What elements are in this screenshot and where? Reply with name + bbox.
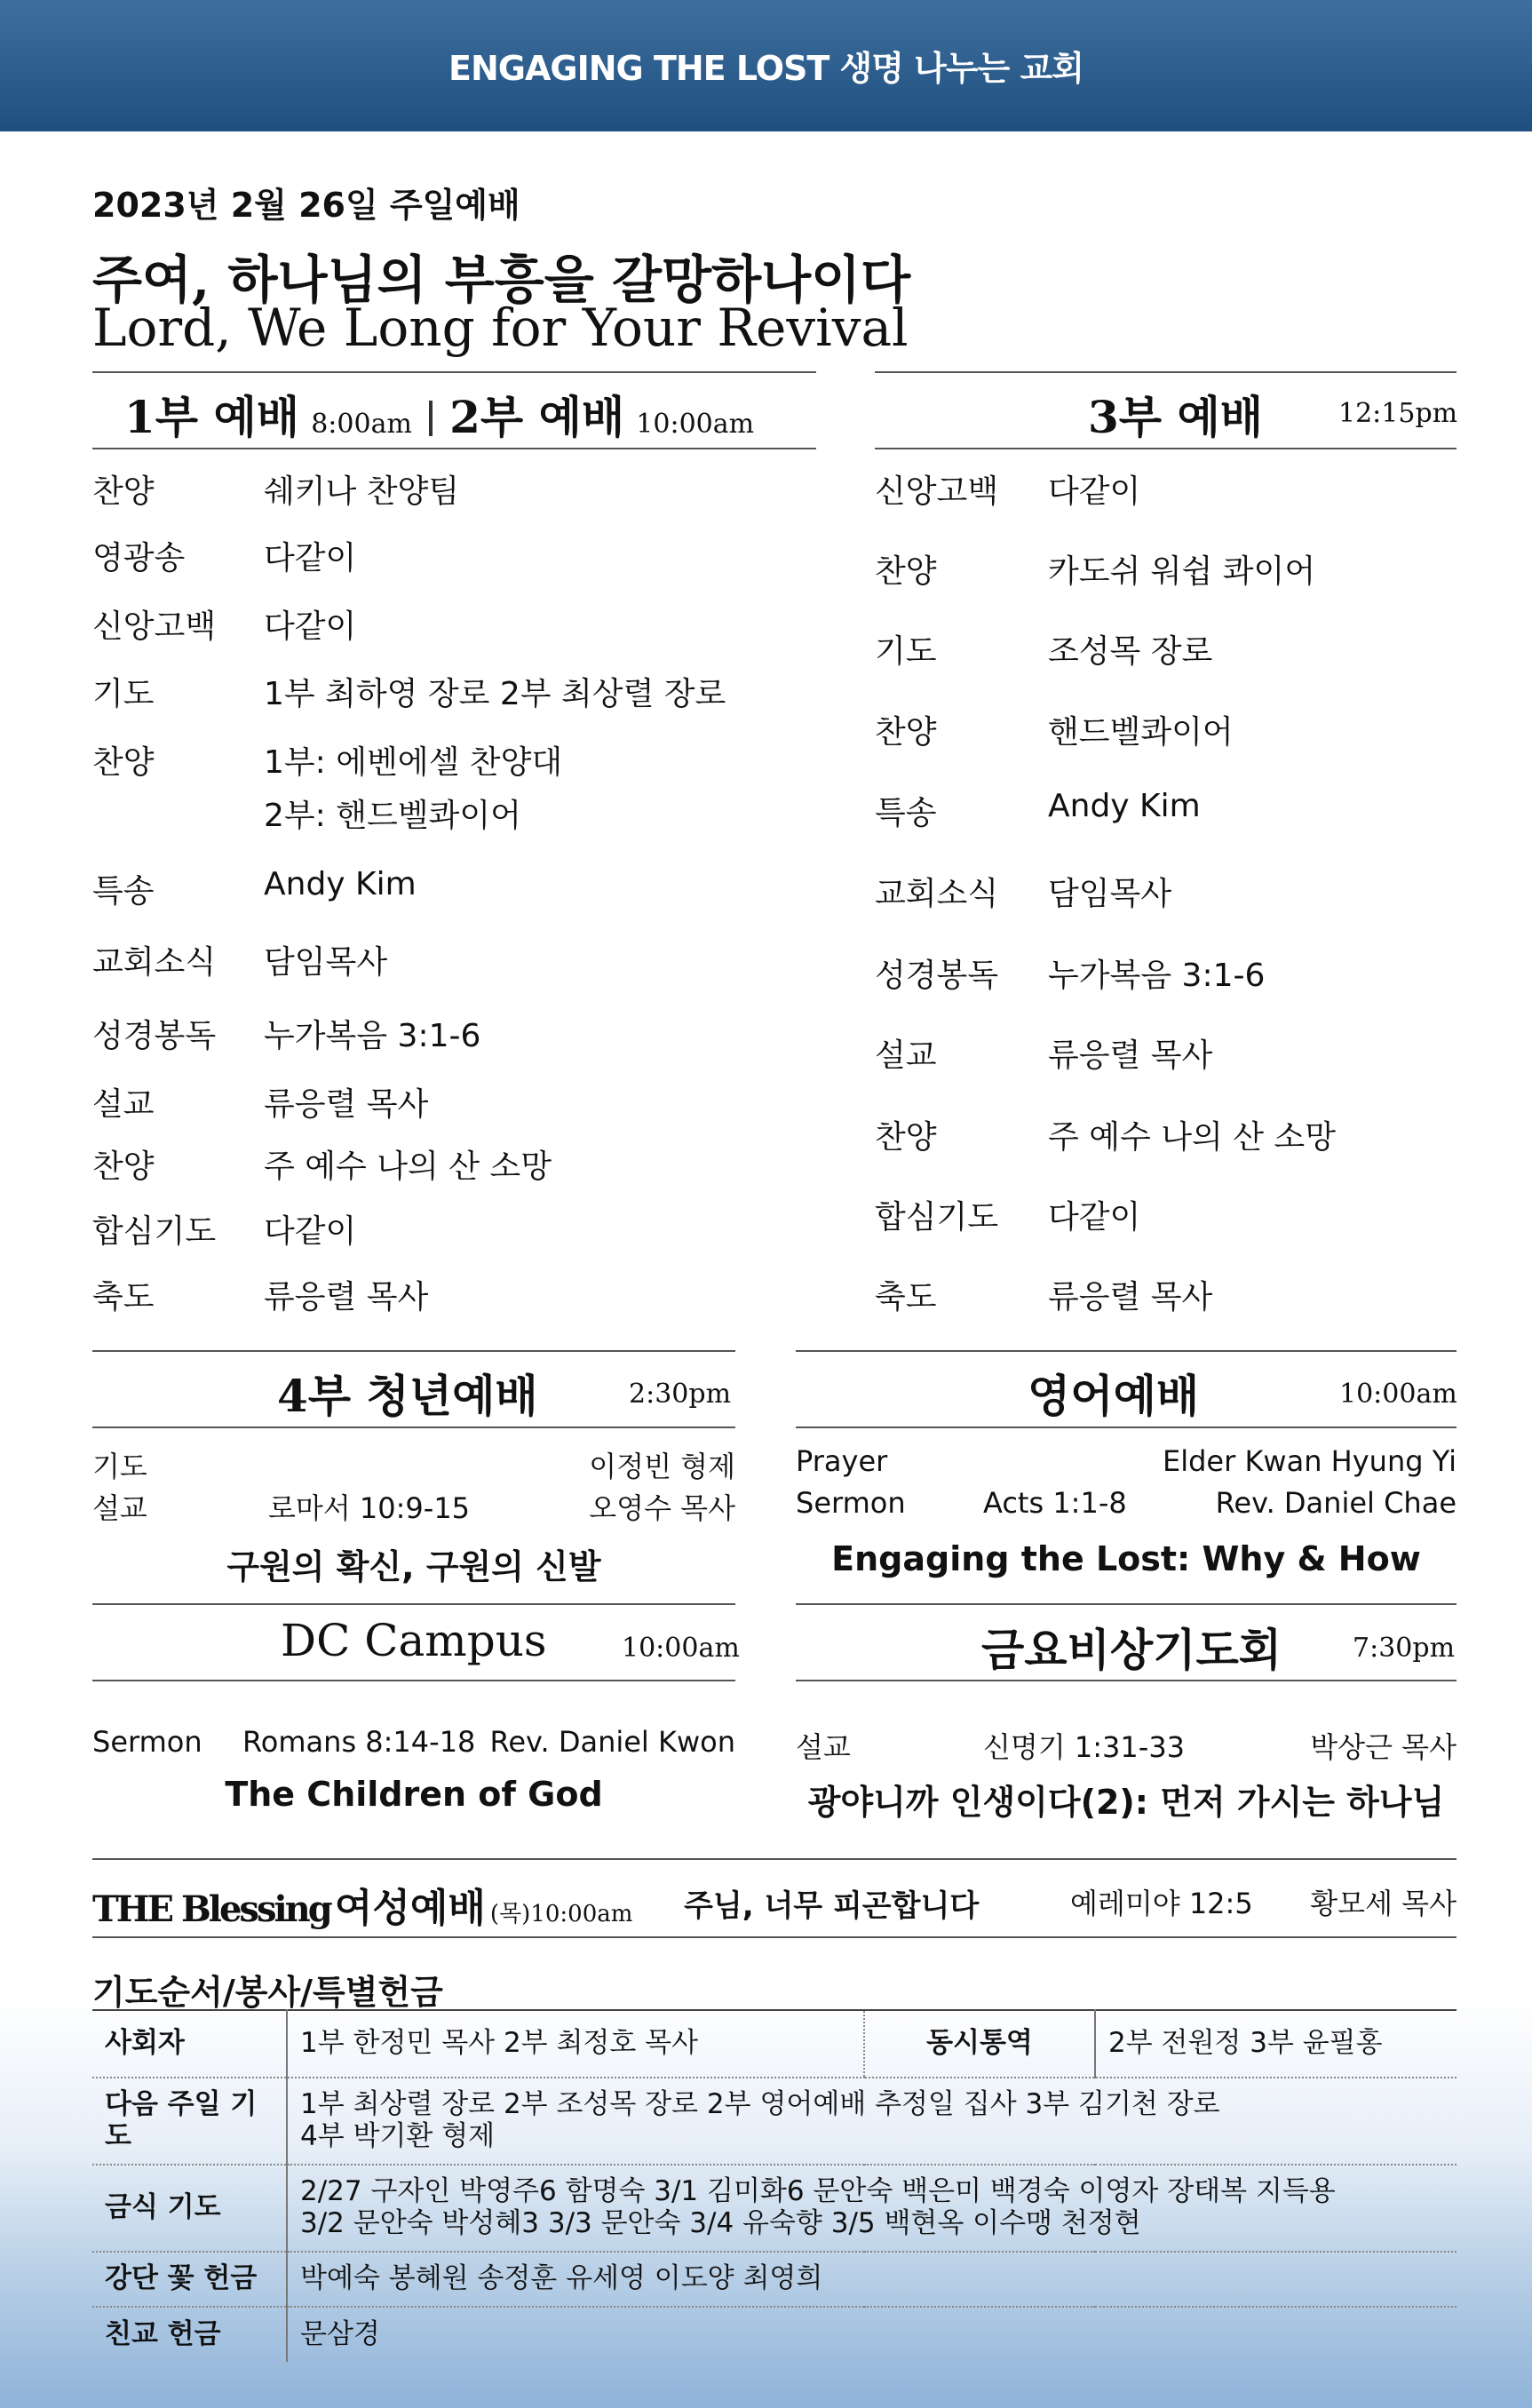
order-value: 누가복음 3:1-6	[264, 1018, 481, 1054]
prayer-label: Prayer	[796, 1444, 888, 1478]
table-row	[92, 2010, 1457, 2078]
sermon-label: Sermon	[92, 1725, 202, 1759]
blessing-preacher: 황모세 목사	[1310, 1887, 1457, 1920]
separator	[429, 401, 433, 436]
table-value-line: 1부 최상렬 장로 2부 조성목 장로 2부 영어예배 추정일 집사 3부 김기천 장로	[300, 2088, 1220, 2121]
divider	[92, 1680, 735, 1681]
table-row	[92, 2307, 1457, 2362]
order-value: Andy Kim	[1048, 788, 1201, 824]
service-2-time: 10:00am	[636, 409, 755, 440]
order-label: 축도	[875, 1279, 937, 1315]
service-date: 2023년 2월 26일 주일예배	[92, 186, 520, 225]
order-value: 1부: 에벤에셀 찬양대	[264, 744, 563, 781]
table-label: 다음 주일 기도	[92, 2078, 287, 2165]
table-label: 사회자	[92, 2010, 287, 2078]
table-value-line: 4부 박기환 형제	[300, 2120, 496, 2152]
service-3-time: 12:15pm	[1338, 398, 1458, 429]
order-label: 교회소식	[92, 944, 217, 981]
order-label: 특송	[92, 873, 155, 910]
divider	[92, 1427, 735, 1428]
order-value: 다같이	[264, 608, 357, 645]
banner: ENGAGING THE LOST 생명 나누는 교회	[0, 0, 1532, 131]
table-row	[92, 2252, 1457, 2307]
table-label: 금식 기도	[92, 2165, 287, 2252]
english-service-title: 영어예배	[1028, 1370, 1200, 1422]
table-value: 문삼경	[300, 2317, 380, 2350]
order-label: 특송	[875, 795, 937, 831]
table-value: 2부 전원정 3부 윤필홍	[1095, 2010, 1457, 2078]
divider	[796, 1350, 1457, 1352]
order-value: 주 예수 나의 산 소망	[264, 1148, 552, 1185]
order-value: 누가복음 3:1-6	[1048, 958, 1266, 994]
table-label: 동시통역	[864, 2010, 1095, 2078]
order-value: 주 예수 나의 산 소망	[1048, 1119, 1336, 1156]
table-value	[287, 2078, 1457, 2165]
service-1-title: 1부 예배	[124, 391, 300, 443]
english-service-time: 10:00am	[1339, 1379, 1457, 1410]
order-label: 기도	[92, 676, 155, 712]
order-label: 찬양	[92, 1148, 155, 1185]
table-label: 친교 헌금	[92, 2307, 287, 2362]
divider	[92, 1603, 735, 1605]
service-3-title: 3부 예배	[1088, 391, 1264, 443]
order-label: 찬양	[92, 744, 155, 781]
dc-campus-time: 10:00am	[622, 1633, 740, 1664]
order-value: 담임목사	[264, 944, 388, 981]
order-value: 류응렬 목사	[1048, 1037, 1213, 1074]
preacher: 오영수 목사	[589, 1491, 735, 1525]
service-2-title: 2부 예배	[449, 391, 625, 443]
order-value: 조성목 장로	[1048, 633, 1213, 670]
order-value: 2부: 핸드벨콰이어	[264, 798, 521, 834]
order-value: 쉐키나 찬양팀	[264, 473, 460, 510]
blessing-service-name	[92, 1876, 632, 1933]
order-value: 류응렬 목사	[264, 1279, 429, 1315]
order-label: 신앙고백	[92, 608, 217, 645]
order-label: 설교	[92, 1086, 155, 1123]
blessing-name: THE Blessing	[92, 1888, 330, 1930]
service-4-title: 4부 청년예배	[277, 1370, 538, 1422]
order-value: 다같이	[1048, 473, 1141, 510]
sermon-text: 신명기 1:31-33	[983, 1730, 1186, 1764]
table-row	[92, 2078, 1457, 2165]
friday-prayer-title: 금요비상기도회	[981, 1625, 1282, 1676]
sermon-label: 설교	[92, 1491, 147, 1525]
blessing-text: 예레미야 12:5	[1070, 1887, 1253, 1920]
divider	[92, 1858, 1457, 1860]
order-label: 영광송	[92, 540, 186, 576]
sermon-label: Sermon	[796, 1486, 906, 1520]
order-label: 찬양	[875, 553, 937, 590]
sermon-text: Acts 1:1-8	[983, 1486, 1127, 1520]
sermon-label: 설교	[796, 1730, 851, 1764]
service-1-2-header	[124, 382, 754, 446]
preacher: 박상근 목사	[1310, 1730, 1457, 1764]
order-label: 교회소식	[875, 876, 999, 912]
order-value: 다같이	[264, 1213, 357, 1250]
blessing-time: 10:00am	[530, 1901, 633, 1927]
order-label: 기도	[875, 633, 937, 670]
order-value: 핸드벨콰이어	[1048, 714, 1234, 751]
service-1-time: 8:00am	[311, 409, 412, 440]
order-label: 찬양	[875, 714, 937, 751]
order-label: 합심기도	[92, 1213, 217, 1250]
prayer-name: Elder Kwan Hyung Yi	[1163, 1444, 1457, 1478]
order-value: Andy Kim	[264, 866, 417, 902]
table-label: 강단 꽃 헌금	[92, 2252, 287, 2307]
divider	[796, 1427, 1457, 1428]
blessing-title: 주님, 너무 피곤합니다	[684, 1888, 980, 1924]
blessing-name-korean: 여성예배	[334, 1886, 486, 1931]
table-value: 1부 한정민 목사 2부 최정호 목사	[287, 2010, 864, 2078]
order-label: 찬양	[92, 473, 155, 510]
order-value: 류응렬 목사	[1048, 1279, 1213, 1315]
divider	[92, 1936, 1457, 1938]
order-label: 찬양	[875, 1119, 937, 1156]
prayer-name: 이정빈 형제	[589, 1450, 735, 1483]
preacher: Rev. Daniel Kwon	[489, 1725, 735, 1759]
service-duty-table	[92, 2009, 1457, 2362]
order-value: 류응렬 목사	[264, 1086, 429, 1123]
sermon-title: Engaging the Lost: Why & How	[831, 1539, 1421, 1578]
table-value	[287, 2165, 1457, 2252]
theme-english: Lord, We Long for Your Revival	[92, 298, 909, 358]
order-value: 담임목사	[1048, 876, 1172, 912]
service-4-time: 2:30pm	[629, 1379, 732, 1410]
divider	[875, 371, 1457, 373]
divider	[796, 1680, 1457, 1681]
table-value-line: 3/2 문안숙 박성혜3 3/3 문안숙 3/4 유숙향 3/5 백현옥 이수맹 천정현	[300, 2207, 1141, 2239]
dc-campus-title: DC Campus	[281, 1615, 547, 1666]
divider	[875, 448, 1457, 449]
preacher: Rev. Daniel Chae	[1215, 1486, 1457, 1520]
order-value: 다같이	[264, 540, 357, 576]
divider	[92, 1350, 735, 1352]
order-label: 설교	[875, 1037, 937, 1074]
order-value: 1부 최하영 장로 2부 최상렬 장로	[264, 676, 726, 712]
divider	[92, 371, 816, 373]
order-value: 카도쉬 워쉽 콰이어	[1048, 553, 1316, 590]
friday-prayer-time: 7:30pm	[1353, 1633, 1456, 1664]
theme-korean: 주여, 하나님의 부흥을 갈망하나이다	[92, 250, 911, 310]
sermon-text: 로마서 10:9-15	[268, 1491, 471, 1525]
table-value: 박예숙 봉혜원 송정훈 유세영 이도양 최영희	[287, 2252, 1457, 2307]
blessing-day: (목)	[489, 1901, 531, 1927]
order-value: 다같이	[1048, 1199, 1141, 1236]
board-heading: 기도순서/봉사/특별헌금	[92, 1973, 443, 2012]
sermon-title: 구원의 확신, 구원의 신발	[226, 1547, 601, 1586]
divider	[92, 448, 816, 449]
order-label: 축도	[92, 1279, 155, 1315]
sermon-title: The Children of God	[225, 1775, 603, 1814]
sermon-title: 광야니까 인생이다(2): 먼저 가시는 하나님	[807, 1783, 1445, 1822]
order-label: 합심기도	[875, 1199, 999, 1236]
divider	[796, 1603, 1457, 1605]
prayer-label: 기도	[92, 1450, 147, 1483]
table-row	[92, 2165, 1457, 2252]
order-label: 신앙고백	[875, 473, 999, 510]
order-label: 성경봉독	[875, 958, 999, 994]
sermon-text: Romans 8:14-18	[242, 1725, 476, 1759]
order-label: 성경봉독	[92, 1018, 217, 1054]
table-value-line: 2/27 구자인 박영주6 함명숙 3/1 김미화6 문안숙 백은미 백경숙 이영자 장태복 지득용	[300, 2175, 1336, 2208]
